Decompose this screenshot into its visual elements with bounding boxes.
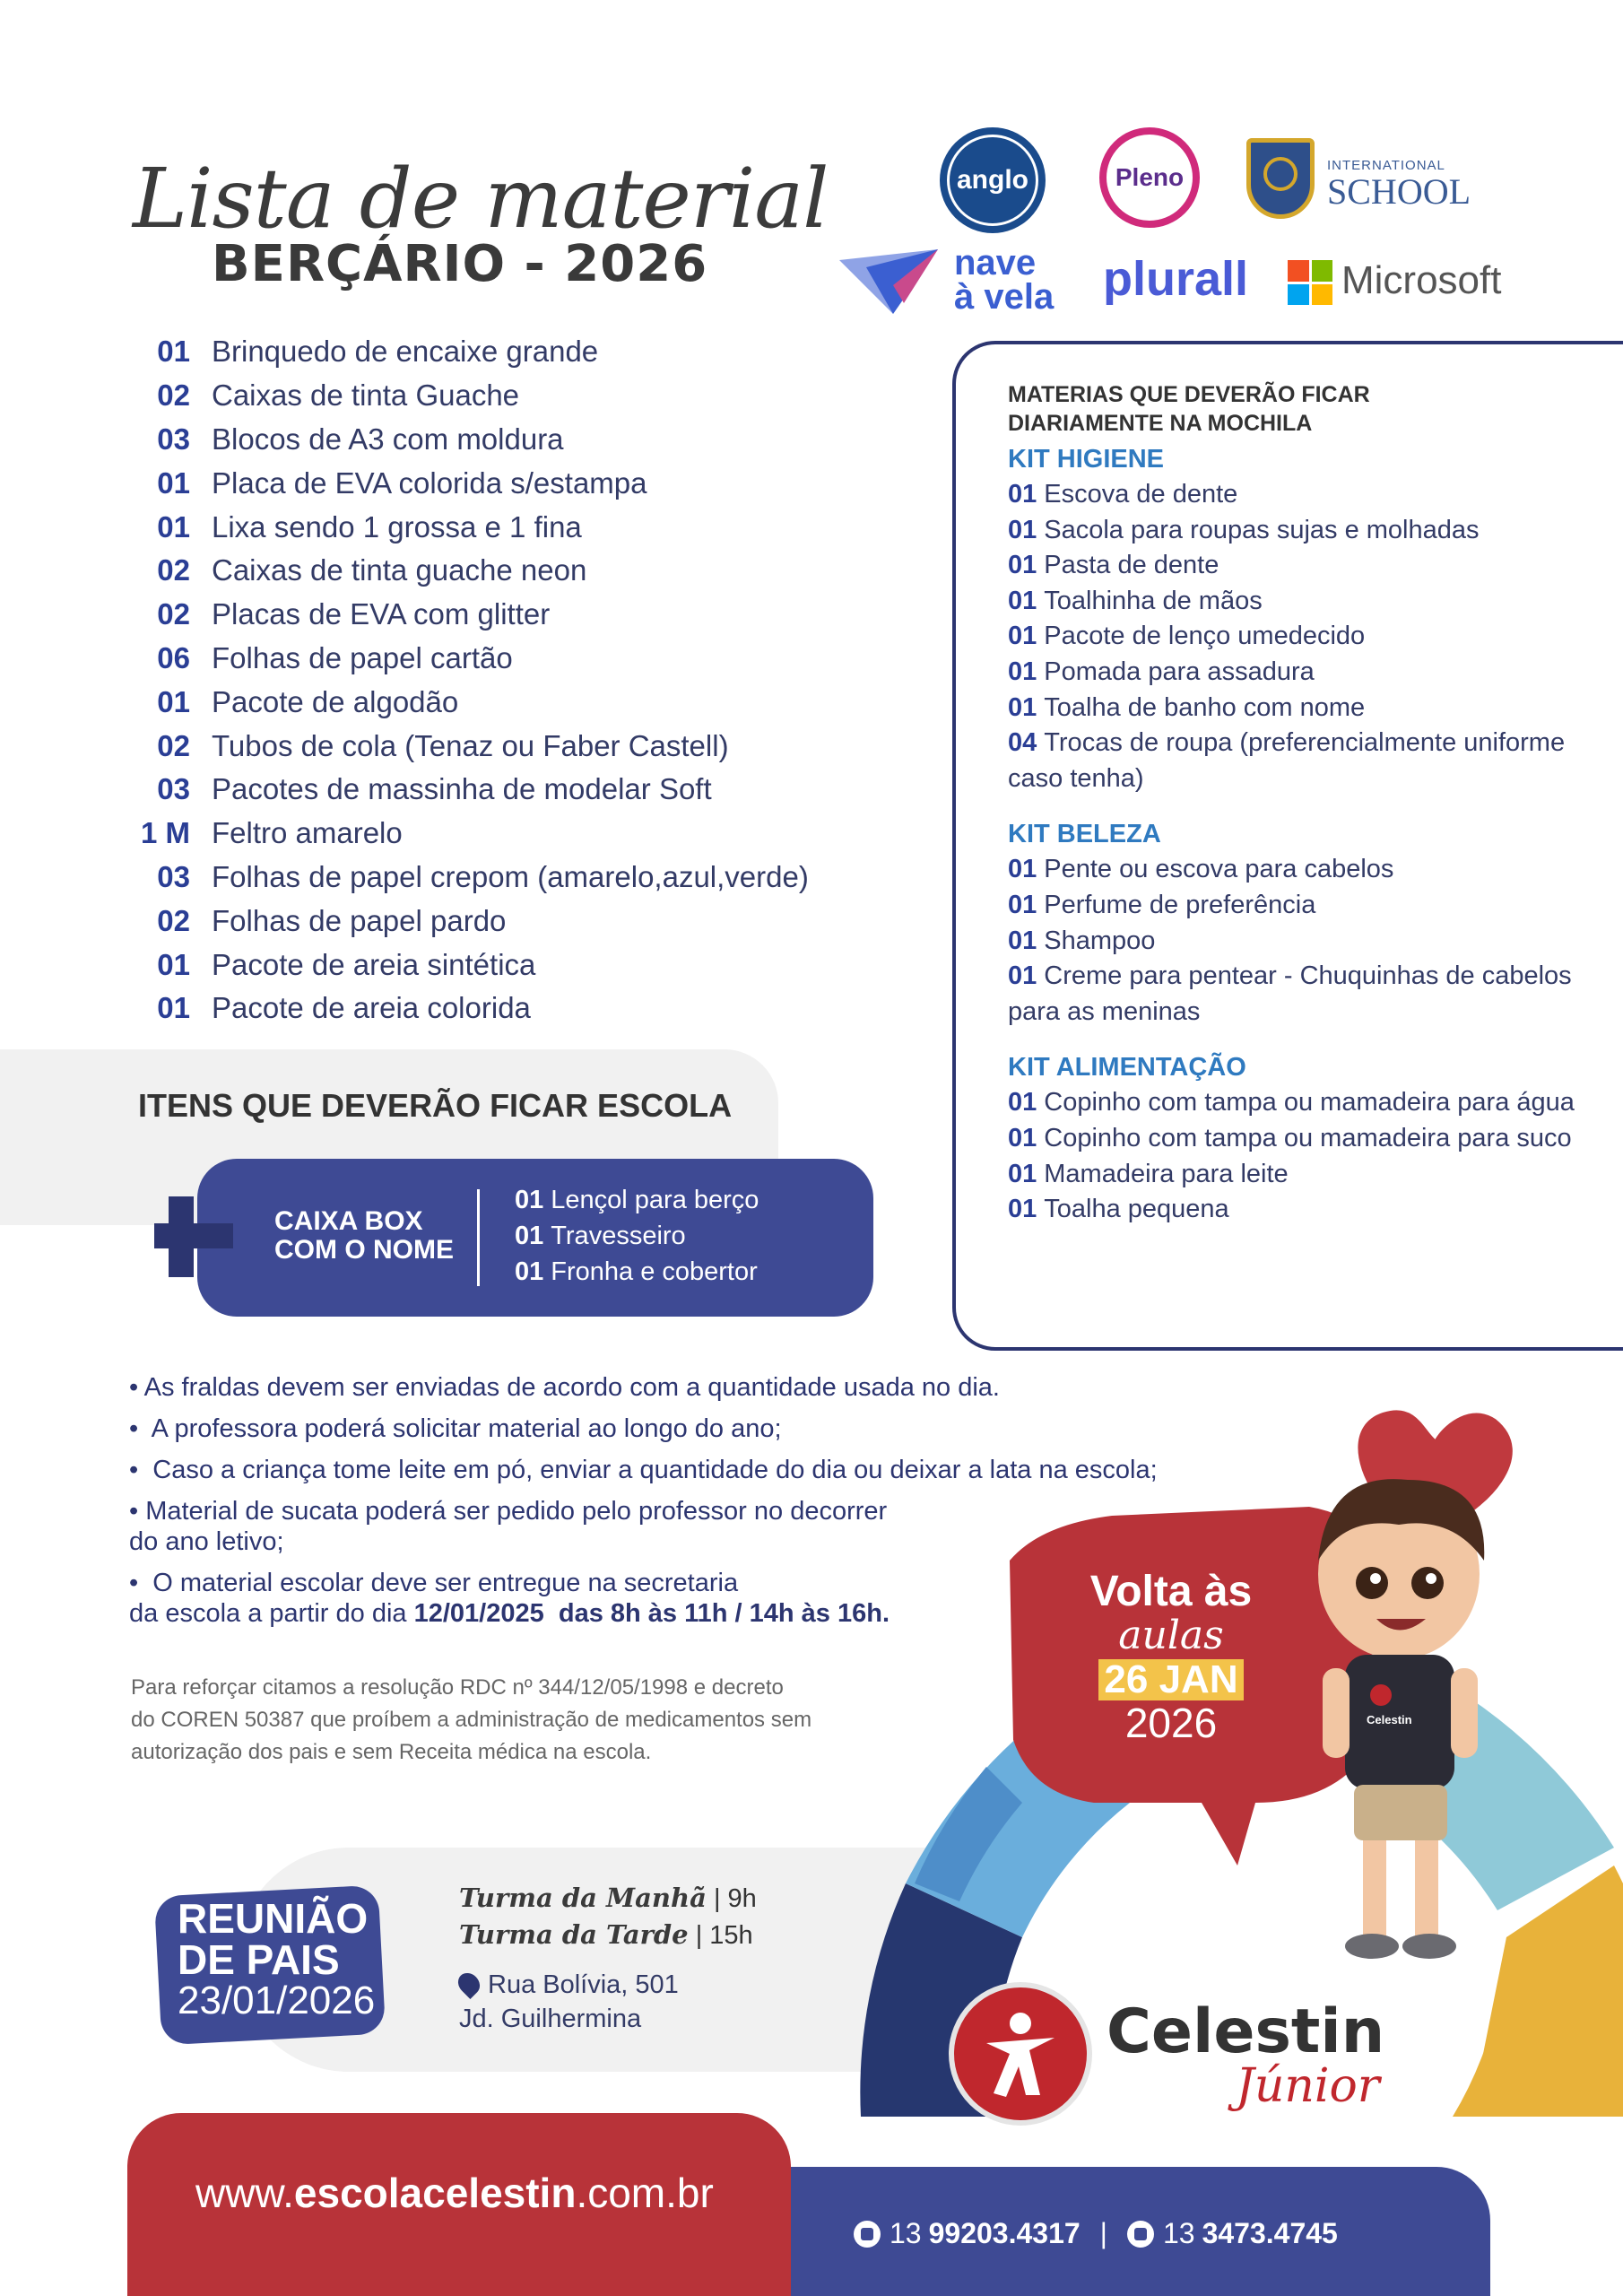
kit-item-text: Pasta de dente xyxy=(1044,551,1219,580)
microsoft-grid-icon xyxy=(1288,260,1332,305)
mochila-content xyxy=(1008,380,1600,1228)
escola-item xyxy=(515,1218,759,1254)
material-row xyxy=(126,943,843,987)
url-prefix: www. xyxy=(195,2170,294,2216)
escola-item-text: Travesseiro xyxy=(551,1222,686,1250)
kit-item-qty: 01 xyxy=(1008,657,1037,686)
kit-item xyxy=(1008,584,1600,620)
international-school-line1: INTERNATIONAL xyxy=(1327,158,1445,173)
reuniao-date: 23/01/2026 xyxy=(178,1979,376,2022)
kit-item xyxy=(1008,1085,1600,1121)
address-line2: Jd. Guilhermina xyxy=(459,2005,642,2033)
material-item: Pacotes de massinha de modelar Soft xyxy=(212,772,712,806)
material-row xyxy=(126,987,843,1031)
whatsapp-icon xyxy=(1127,2221,1154,2248)
kit-item-text: Mamadeira para leite xyxy=(1044,1159,1289,1188)
material-qty: 02 xyxy=(157,728,190,762)
international-school-shield-icon xyxy=(1246,138,1315,219)
location-pin-icon xyxy=(454,1969,484,1999)
nave-a-vela-logo xyxy=(954,243,1055,317)
note-item: • Material de sucata poderá ser pedido pelo professor no decorrer do ano letivo; xyxy=(129,1497,888,1556)
volta-year: 2026 xyxy=(1124,1700,1218,1746)
phone1-prefix: 13 xyxy=(890,2217,922,2249)
material-row xyxy=(126,724,843,768)
material-row xyxy=(126,461,843,505)
kit-item xyxy=(1008,852,1600,888)
material-row xyxy=(126,374,843,418)
kit-item xyxy=(1008,1121,1600,1157)
material-item: Pacote de algodão xyxy=(212,684,459,718)
paper-plane-icon xyxy=(839,249,938,314)
note-delivery-date: 12/01/2025 das 8h às 11h / 14h às 16h. xyxy=(413,1599,890,1628)
pill-divider xyxy=(477,1189,480,1286)
material-qty: 01 xyxy=(157,684,190,718)
material-qty: 1 M xyxy=(140,816,190,850)
material-item: Blocos de A3 com moldura xyxy=(212,422,564,456)
kit-item-text: Pacote de lenço umedecido xyxy=(1044,622,1366,651)
kit-item-text: Copinho com tampa ou mamadeira para água xyxy=(1044,1088,1575,1118)
kit-item-text: Trocas de roupa (preferencialmente uniforme caso tenha) xyxy=(1008,728,1566,793)
volta-line1: Volta às xyxy=(1089,1568,1253,1615)
kit-item-qty: 01 xyxy=(1008,1123,1037,1152)
kit-item-qty: 01 xyxy=(1008,622,1037,651)
mascot-shirt-text: Celestin xyxy=(1367,1713,1412,1726)
kit-item-qty: 01 xyxy=(1008,926,1037,955)
escola-item xyxy=(515,1182,759,1218)
escola-title: ITENS QUE DEVERÃO FICAR ESCOLA xyxy=(138,1087,733,1124)
phone2[interactable]: 3473.4745 xyxy=(1202,2217,1338,2249)
kit-item-text: Pente ou escova para cabelos xyxy=(1044,855,1394,884)
kit-item-text: Creme para pentear - Chuquinhas de cabelos para as meninas xyxy=(1008,961,1572,1026)
kit-item-text: Perfume de preferência xyxy=(1044,890,1316,919)
material-qty: 01 xyxy=(157,509,190,544)
kit-item-text: Sacola para roupas sujas e molhadas xyxy=(1044,515,1480,544)
material-row xyxy=(126,549,843,593)
pleno-logo xyxy=(1099,127,1200,228)
kit-item-text: Shampoo xyxy=(1044,926,1156,955)
url-domain: escolacelestin xyxy=(293,2170,577,2216)
escola-item-qty: 01 xyxy=(515,1186,544,1214)
kit-item-qty: 01 xyxy=(1008,586,1037,615)
volta-as-aulas xyxy=(1081,1570,1261,1745)
material-item: Tubos de cola (Tenaz ou Faber Castell) xyxy=(212,728,729,762)
material-item: Placas de EVA com glitter xyxy=(212,597,551,631)
phone-separator: | xyxy=(1099,2217,1107,2249)
pleno-logo-text: Pleno xyxy=(1115,163,1185,191)
material-item: Folhas de papel pardo xyxy=(212,903,507,937)
kit-item xyxy=(1008,477,1600,513)
kit-item xyxy=(1008,959,1600,1030)
material-qty: 01 xyxy=(157,465,190,500)
material-row xyxy=(126,680,843,724)
volta-line2: aulas xyxy=(1118,1613,1224,1658)
material-item: Brinquedo de encaixe grande xyxy=(212,335,599,369)
kit-item-text: Pomada para assadura xyxy=(1044,657,1315,686)
kit-title: KIT ALIMENTAÇÃO xyxy=(1008,1053,1246,1083)
kit-item-qty: 01 xyxy=(1008,961,1037,991)
kit-item xyxy=(1008,548,1600,584)
brand-sub: Júnior xyxy=(1236,2059,1380,2113)
kit-item-qty: 01 xyxy=(1008,480,1037,509)
material-item: Folhas de papel cartão xyxy=(212,640,513,674)
material-qty: 02 xyxy=(157,903,190,937)
turma-tarde-time: | 15h xyxy=(695,1921,753,1950)
kit-item-qty: 01 xyxy=(1008,1195,1037,1224)
kit-item-text: Toalhinha de mãos xyxy=(1044,586,1263,615)
escola-item xyxy=(515,1254,759,1290)
note-item: • A professora poderá solicitar material ao longo do ano; xyxy=(129,1414,782,1443)
kit-item xyxy=(1008,1192,1600,1228)
international-school-line2: SCHOOL xyxy=(1327,171,1471,212)
kit-item-qty: 01 xyxy=(1008,1159,1037,1188)
note-delivery-line1: • O material escolar deve ser entregue na secretaria xyxy=(129,1569,739,1597)
kit-item xyxy=(1008,691,1600,726)
material-row xyxy=(126,418,843,462)
kit-item-qty: 01 xyxy=(1008,890,1037,919)
disclaimer: Para reforçar citamos a resolução RDC nº 344/12/05/1998 e decreto do COREN 50387 que proíbem a administração de medicamentos sem autorização dos pais e sem Receita médica na escola. xyxy=(131,1675,812,1764)
material-qty: 06 xyxy=(157,640,190,674)
phone1[interactable]: 99203.4317 xyxy=(928,2217,1081,2249)
material-item: Pacote de areia colorida xyxy=(212,991,531,1025)
reuniao-line2: DE PAIS xyxy=(178,1936,340,1983)
kit-item-text: Toalha pequena xyxy=(1044,1195,1229,1224)
material-row xyxy=(126,899,843,943)
website-link[interactable] xyxy=(195,2169,714,2217)
kit-item-text: Escova de dente xyxy=(1044,480,1238,509)
kit-item xyxy=(1008,513,1600,549)
turma-manha xyxy=(459,1880,757,1917)
kit-item xyxy=(1008,1157,1600,1193)
kit-title: KIT HIGIENE xyxy=(1008,445,1165,474)
material-qty: 02 xyxy=(157,553,190,587)
kit-item xyxy=(1008,726,1600,796)
volta-date: 26 JAN xyxy=(1098,1659,1243,1700)
turmas xyxy=(459,1880,757,1953)
kit-item-qty: 01 xyxy=(1008,1088,1037,1118)
material-qty: 01 xyxy=(157,991,190,1025)
kit-item-qty: 01 xyxy=(1008,855,1037,884)
material-qty: 01 xyxy=(157,947,190,981)
turma-manha-time: | 9h xyxy=(713,1884,757,1913)
kit-item xyxy=(1008,924,1600,960)
kit-item-qty: 01 xyxy=(1008,551,1037,580)
material-row xyxy=(126,768,843,812)
phone2-prefix: 13 xyxy=(1162,2217,1195,2249)
whatsapp-icon xyxy=(854,2221,881,2248)
material-item: Pacote de areia sintética xyxy=(212,947,536,981)
escola-item-qty: 01 xyxy=(515,1257,544,1286)
escola-items xyxy=(515,1182,759,1290)
caixa-box-label: CAIXA BOX COM O NOME xyxy=(274,1206,454,1265)
material-item: Feltro amarelo xyxy=(212,816,403,850)
material-row xyxy=(126,330,843,374)
brand-name: Celestin xyxy=(1107,1996,1385,2067)
material-qty: 02 xyxy=(157,597,190,631)
nave-line2: à vela xyxy=(954,277,1055,317)
material-item: Caixas de tinta guache neon xyxy=(212,553,587,587)
note-delivery-line2: da escola a partir do dia xyxy=(129,1599,407,1628)
microsoft-logo: Microsoft xyxy=(1341,258,1502,302)
kit-item-text: Toalha de banho com nome xyxy=(1044,692,1366,722)
material-item: Folhas de papel crepom (amarelo,azul,verde) xyxy=(212,859,809,893)
material-qty: 03 xyxy=(157,772,190,806)
material-item: Lixa sendo 1 grossa e 1 fina xyxy=(212,509,582,544)
kit-item-qty: 01 xyxy=(1008,692,1037,722)
kit-item-qty: 01 xyxy=(1008,515,1037,544)
kit-title: KIT BELEZA xyxy=(1008,820,1161,849)
turma-manha-label: Turma da Manhã xyxy=(459,1883,707,1913)
kit-item xyxy=(1008,655,1600,691)
plus-icon-bar xyxy=(154,1223,233,1248)
note-item: • As fraldas devem ser enviadas de acordo com a quantidade usada no dia. xyxy=(129,1373,1000,1402)
note-item: • Caso a criança tome leite em pó, enviar a quantidade do dia ou deixar a lata na escola; xyxy=(129,1456,1158,1484)
url-suffix: .com.br xyxy=(576,2170,714,2216)
escola-item-text: Lençol para berço xyxy=(551,1186,759,1214)
kit-item-qty: 04 xyxy=(1008,728,1037,758)
anglo-logo xyxy=(940,127,1046,233)
rainbow-graphic xyxy=(789,1381,1623,2206)
address-line1: Rua Bolívia, 501 xyxy=(488,1970,679,1999)
celestin-figure-icon xyxy=(949,1982,1092,2126)
address xyxy=(459,1968,679,2036)
material-row xyxy=(126,505,843,549)
turma-tarde-label: Turma da Tarde xyxy=(459,1919,689,1950)
material-qty: 03 xyxy=(157,422,190,456)
turma-tarde xyxy=(459,1917,757,1953)
material-row xyxy=(126,812,843,856)
escola-item-text: Fronha e cobertor xyxy=(551,1257,758,1286)
mochila-heading-line1: MATERIAS QUE DEVERÃO FICAR xyxy=(1008,382,1370,407)
kit-item-text: Copinho com tampa ou mamadeira para suco xyxy=(1044,1123,1572,1152)
material-qty: 01 xyxy=(157,335,190,369)
material-item: Placa de EVA colorida s/estampa xyxy=(212,465,647,500)
mochila-heading-line2: DIARIAMENTE NA MOCHILA xyxy=(1008,411,1313,436)
material-item: Caixas de tinta Guache xyxy=(212,378,520,413)
plurall-logo: plurall xyxy=(1103,252,1249,306)
reuniao-line1: REUNIÃO xyxy=(178,1895,369,1942)
material-row xyxy=(126,856,843,900)
escola-item-qty: 01 xyxy=(515,1222,544,1250)
anglo-logo-text: anglo xyxy=(957,165,1028,195)
kit-item xyxy=(1008,619,1600,655)
material-qty: 02 xyxy=(157,378,190,413)
nave-line1: nave xyxy=(954,243,1037,283)
page-title: BERÇÁRIO - 2026 xyxy=(212,235,708,293)
material-row xyxy=(126,593,843,637)
material-row xyxy=(126,637,843,681)
kits-container xyxy=(1008,441,1600,1228)
material-qty: 03 xyxy=(157,859,190,893)
phones xyxy=(854,2217,1338,2250)
title-script: Lista de material xyxy=(133,151,829,247)
kit-item xyxy=(1008,888,1600,924)
material-list xyxy=(126,330,843,1031)
